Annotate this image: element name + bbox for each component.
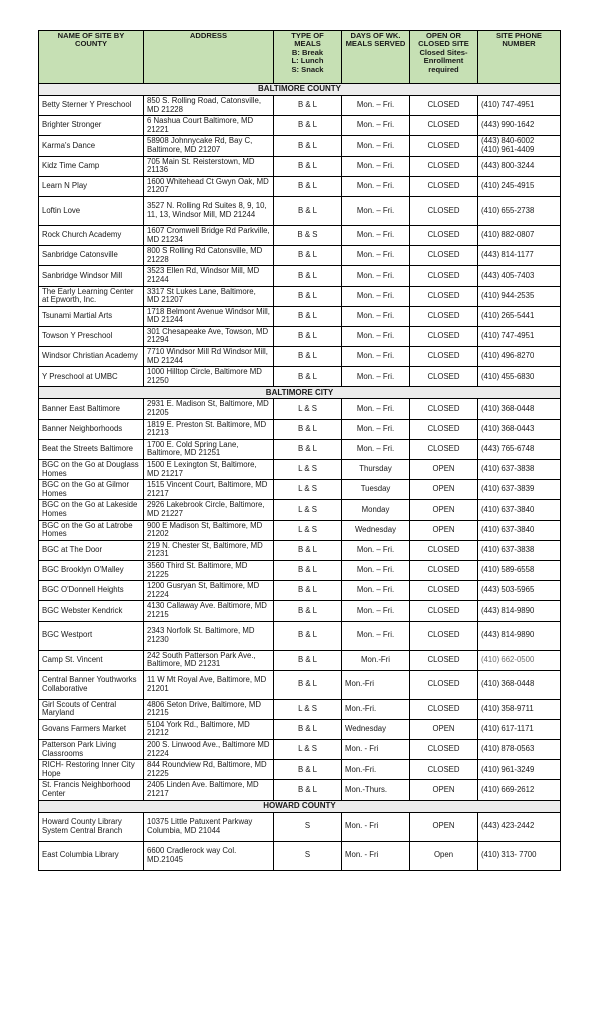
days-served-cell: Thursday xyxy=(342,460,410,480)
meal-type-cell: B & L xyxy=(274,670,342,699)
column-header-meals xyxy=(274,31,342,84)
address-cell: 2931 E. Madison St, Baltimore, MD 21205 xyxy=(144,399,274,419)
phone-number-cell: (443) 990-1642 xyxy=(478,116,561,136)
meal-type-cell: B & L xyxy=(274,719,342,739)
site-status-cell: CLOSED xyxy=(410,196,478,225)
site-name-cell: East Columbia Library xyxy=(39,841,144,870)
days-served-cell: Wednesday xyxy=(342,520,410,540)
site-name-cell: BGC Webster Kendrick xyxy=(39,601,144,621)
phone-number-cell: (410) 496-8270 xyxy=(478,347,561,367)
days-served-cell: Mon. – Fri. xyxy=(342,196,410,225)
meal-type-cell: B & L xyxy=(274,266,342,286)
address-cell: 2343 Norfolk St. Baltimore, MD 21230 xyxy=(144,621,274,650)
meal-type-cell: B & L xyxy=(274,650,342,670)
table-row xyxy=(39,347,561,367)
days-served-cell: Mon.-Fri. xyxy=(342,699,410,719)
address-cell: 6600 Cradlerock way Col. MD.21045 xyxy=(144,841,274,870)
address-cell: 7710 Windsor Mill Rd Windsor Mill, MD 21244 xyxy=(144,347,274,367)
days-served-cell: Wednesday xyxy=(342,719,410,739)
address-cell: 5104 York Rd., Baltimore, MD 21212 xyxy=(144,719,274,739)
section-title: BALTIMORE COUNTY xyxy=(39,84,561,96)
site-status-cell: CLOSED xyxy=(410,326,478,346)
phone-number-cell: (410) 368-0443 xyxy=(478,419,561,439)
site-status-cell: CLOSED xyxy=(410,560,478,580)
meal-type-cell: B & L xyxy=(274,367,342,387)
phone-number-cell: (410) 368-0448 xyxy=(478,670,561,699)
site-status-cell: CLOSED xyxy=(410,419,478,439)
days-served-cell: Mon. – Fri. xyxy=(342,286,410,306)
site-name-cell: Central Banner Youthworks Collaborative xyxy=(39,670,144,699)
days-served-cell: Mon. – Fri. xyxy=(342,540,410,560)
site-name-cell: Banner East Baltimore xyxy=(39,399,144,419)
table-row xyxy=(39,540,561,560)
site-name-cell: BGC on the Go at Gilmor Homes xyxy=(39,480,144,500)
meal-type-cell: L & S xyxy=(274,480,342,500)
address-cell: 3560 Third St. Baltimore, MD 21225 xyxy=(144,560,274,580)
site-name-cell: Rock Church Academy xyxy=(39,225,144,245)
table-row xyxy=(39,176,561,196)
phone-number-cell: (410) 669-2612 xyxy=(478,780,561,800)
phone-number-cell: (410) 637-3838 xyxy=(478,460,561,480)
phone-number-cell: (410) 878-0563 xyxy=(478,740,561,760)
site-name-cell: RICH- Restoring Inner City Hope xyxy=(39,760,144,780)
phone-number-cell: (443) 814-9890 xyxy=(478,601,561,621)
phone-number-cell: (443) 423-2442 xyxy=(478,812,561,841)
site-status-cell: CLOSED xyxy=(410,399,478,419)
phone-number-cell: (410) 655-2738 xyxy=(478,196,561,225)
site-status-cell: CLOSED xyxy=(410,286,478,306)
section-header-row xyxy=(39,387,561,399)
site-name-cell: Kidz Time Camp xyxy=(39,156,144,176)
section-header-row xyxy=(39,800,561,812)
days-served-cell: Mon. – Fri. xyxy=(342,266,410,286)
phone-number-cell: (410) 944-2535 xyxy=(478,286,561,306)
days-served-cell: Mon.-Fri xyxy=(342,650,410,670)
days-served-cell: Mon. – Fri. xyxy=(342,116,410,136)
site-name-cell: Howard County Library System Central Branch xyxy=(39,812,144,841)
meal-type-cell: B & L xyxy=(274,196,342,225)
site-name-cell: BGC on the Go at Latrobe Homes xyxy=(39,520,144,540)
site-status-cell: CLOSED xyxy=(410,306,478,326)
phone-number-cell: (410) 747-4951 xyxy=(478,326,561,346)
days-served-cell: Mon. - Fri xyxy=(342,740,410,760)
meal-sites-table-container xyxy=(38,30,560,871)
site-name-cell: BGC on the Go at Douglass Homes xyxy=(39,460,144,480)
column-header-address-label: ADDRESS xyxy=(189,31,228,40)
phone-number-cell: (443) 800-3244 xyxy=(478,156,561,176)
address-cell: 200 S. Linwood Ave., Baltimore MD 21224 xyxy=(144,740,274,760)
phone-number-cell: (410) 358-9711 xyxy=(478,699,561,719)
site-status-cell: CLOSED xyxy=(410,540,478,560)
days-served-cell: Mon.-Fri xyxy=(342,670,410,699)
site-status-cell: OPEN xyxy=(410,520,478,540)
site-status-cell: CLOSED xyxy=(410,699,478,719)
table-row xyxy=(39,719,561,739)
days-served-cell: Mon. – Fri. xyxy=(342,326,410,346)
days-served-cell: Mon. – Fri. xyxy=(342,176,410,196)
address-cell: 1819 E. Preston St. Baltimore, MD 21213 xyxy=(144,419,274,439)
days-served-cell: Mon. – Fri. xyxy=(342,399,410,419)
address-cell: 3523 Ellen Rd, Windsor Mill, MD 21244 xyxy=(144,266,274,286)
table-row xyxy=(39,156,561,176)
phone-number-cell: (410) 637-3838 xyxy=(478,540,561,560)
table-body xyxy=(39,84,561,871)
site-status-cell: OPEN xyxy=(410,500,478,520)
table-row xyxy=(39,326,561,346)
site-status-cell: CLOSED xyxy=(410,621,478,650)
table-row xyxy=(39,699,561,719)
days-served-cell: Mon. – Fri. xyxy=(342,560,410,580)
site-name-cell: Learn N Play xyxy=(39,176,144,196)
phone-number-cell: (410) 313- 7700 xyxy=(478,841,561,870)
days-served-cell: Mon.-Fri. xyxy=(342,760,410,780)
header-row xyxy=(39,31,561,84)
site-status-cell: OPEN xyxy=(410,719,478,739)
meal-type-cell: L & S xyxy=(274,500,342,520)
meal-type-cell: B & L xyxy=(274,156,342,176)
meal-sites-table xyxy=(38,30,561,871)
address-cell: 800 S Rolling Rd Catonsville, MD 21228 xyxy=(144,246,274,266)
site-name-cell: BGC on the Go at Lakeside Homes xyxy=(39,500,144,520)
address-cell: 3317 St Lukes Lane, Baltimore, MD 21207 xyxy=(144,286,274,306)
column-header-days xyxy=(342,31,410,84)
site-name-cell: Windsor Christian Academy xyxy=(39,347,144,367)
meal-type-cell: B & L xyxy=(274,136,342,156)
meal-type-cell: B & L xyxy=(274,780,342,800)
phone-number-cell: (410) 589-6558 xyxy=(478,560,561,580)
phone-number-cell: (443) 814-1177 xyxy=(478,246,561,266)
address-cell: 900 E Madison St, Baltimore, MD 21202 xyxy=(144,520,274,540)
table-row xyxy=(39,601,561,621)
days-served-cell: Mon. – Fri. xyxy=(342,96,410,116)
days-served-cell: Mon. – Fri. xyxy=(342,136,410,156)
meal-type-cell: B & L xyxy=(274,760,342,780)
table-row xyxy=(39,439,561,459)
site-name-cell: Beat the Streets Baltimore xyxy=(39,439,144,459)
meal-type-cell: B & L xyxy=(274,540,342,560)
phone-number-cell: (410) 662-0500 xyxy=(478,650,561,670)
table-row xyxy=(39,621,561,650)
column-header-status-label: OPEN OR CLOSED SITE Closed Sites-Enrollment required xyxy=(418,31,469,74)
address-cell: 1700 E. Cold Spring Lane, Baltimore, MD 21251 xyxy=(144,439,274,459)
address-cell: 301 Chesapeake Ave, Towson, MD 21294 xyxy=(144,326,274,346)
meal-type-cell: B & L xyxy=(274,419,342,439)
meal-type-cell: B & L xyxy=(274,116,342,136)
site-name-cell: Girl Scouts of Central Maryland xyxy=(39,699,144,719)
site-name-cell: Karma's Dance xyxy=(39,136,144,156)
column-header-address xyxy=(144,31,274,84)
phone-number-cell: (410) 961-3249 xyxy=(478,760,561,780)
address-cell: 1200 Gusryan St, Baltimore, MD 21224 xyxy=(144,581,274,601)
meal-type-cell: L & S xyxy=(274,520,342,540)
meal-type-cell: S xyxy=(274,812,342,841)
site-status-cell: CLOSED xyxy=(410,367,478,387)
days-served-cell: Mon. – Fri. xyxy=(342,347,410,367)
table-row xyxy=(39,780,561,800)
meal-type-cell: B & L xyxy=(274,326,342,346)
site-name-cell: Tsunami Martial Arts xyxy=(39,306,144,326)
address-cell: 2926 Lakebrook Circle, Baltimore, MD 21227 xyxy=(144,500,274,520)
table-row xyxy=(39,225,561,245)
phone-number-cell: (443) 405-7403 xyxy=(478,266,561,286)
site-status-cell: CLOSED xyxy=(410,650,478,670)
phone-number-cell: (410) 637-3839 xyxy=(478,480,561,500)
meal-type-cell: B & S xyxy=(274,225,342,245)
site-name-cell: St. Francis Neighborhood Center xyxy=(39,780,144,800)
site-name-cell: Sanbridge Catonsville xyxy=(39,246,144,266)
meal-type-cell: B & L xyxy=(274,581,342,601)
site-name-cell: Betty Sterner Y Preschool xyxy=(39,96,144,116)
address-cell: 4130 Callaway Ave. Baltimore, MD 21215 xyxy=(144,601,274,621)
address-cell: 1500 E Lexington St, Baltimore, MD 21217 xyxy=(144,460,274,480)
site-status-cell: CLOSED xyxy=(410,347,478,367)
phone-number-cell: (410) 882-0807 xyxy=(478,225,561,245)
days-served-cell: Mon. – Fri. xyxy=(342,225,410,245)
column-header-site xyxy=(39,31,144,84)
table-row xyxy=(39,740,561,760)
table-row xyxy=(39,500,561,520)
days-served-cell: Mon. – Fri. xyxy=(342,601,410,621)
days-served-cell: Mon. – Fri. xyxy=(342,439,410,459)
days-served-cell: Mon. – Fri. xyxy=(342,367,410,387)
phone-number-cell: (410) 245-4915 xyxy=(478,176,561,196)
phone-number-cell: (410) 637-3840 xyxy=(478,520,561,540)
column-header-status xyxy=(410,31,478,84)
phone-number-cell: (410) 747-4951 xyxy=(478,96,561,116)
table-row xyxy=(39,246,561,266)
site-name-cell: BGC Westport xyxy=(39,621,144,650)
site-name-cell: Govans Farmers Market xyxy=(39,719,144,739)
meal-type-cell: L & S xyxy=(274,740,342,760)
days-served-cell: Monday xyxy=(342,500,410,520)
table-row xyxy=(39,812,561,841)
column-header-days-label: DAYS OF WK. MEALS SERVED xyxy=(345,31,406,49)
site-status-cell: OPEN xyxy=(410,812,478,841)
days-served-cell: Mon. – Fri. xyxy=(342,246,410,266)
column-header-phone xyxy=(478,31,561,84)
site-name-cell: Loftin Love xyxy=(39,196,144,225)
table-row xyxy=(39,670,561,699)
table-row xyxy=(39,419,561,439)
site-status-cell: CLOSED xyxy=(410,740,478,760)
address-cell: 2405 Linden Ave. Baltimore, MD 21217 xyxy=(144,780,274,800)
phone-number-cell: (443) 765-6748 xyxy=(478,439,561,459)
address-cell: 844 Roundview Rd, Baltimore, MD 21225 xyxy=(144,760,274,780)
table-row xyxy=(39,581,561,601)
table-row xyxy=(39,841,561,870)
column-header-phone-label: SITE PHONE NUMBER xyxy=(496,31,542,49)
table-row xyxy=(39,460,561,480)
meal-type-cell: L & S xyxy=(274,460,342,480)
section-title: HOWARD COUNTY xyxy=(39,800,561,812)
site-status-cell: CLOSED xyxy=(410,601,478,621)
site-status-cell: Open xyxy=(410,841,478,870)
site-status-cell: CLOSED xyxy=(410,670,478,699)
address-cell: 58908 Johnnycake Rd, Bay C, Baltimore, MD 21207 xyxy=(144,136,274,156)
site-name-cell: Banner Neighborhoods xyxy=(39,419,144,439)
table-row xyxy=(39,96,561,116)
address-cell: 1607 Cromwell Bridge Rd Parkville, MD 21234 xyxy=(144,225,274,245)
site-status-cell: CLOSED xyxy=(410,156,478,176)
site-status-cell: CLOSED xyxy=(410,246,478,266)
table-row xyxy=(39,136,561,156)
table-row xyxy=(39,480,561,500)
site-name-cell: The Early Learning Center at Epworth, Inc. xyxy=(39,286,144,306)
meal-type-cell: L & S xyxy=(274,399,342,419)
address-cell: 1718 Belmont Avenue Windsor Mill, MD 21244 xyxy=(144,306,274,326)
table-row xyxy=(39,760,561,780)
phone-number-cell: (443) 503-5965 xyxy=(478,581,561,601)
meal-type-cell: B & L xyxy=(274,560,342,580)
site-status-cell: CLOSED xyxy=(410,136,478,156)
meal-type-cell: B & L xyxy=(274,96,342,116)
site-name-cell: BGC at The Door xyxy=(39,540,144,560)
table-row xyxy=(39,520,561,540)
meal-type-cell: B & L xyxy=(274,601,342,621)
meal-type-cell: B & L xyxy=(274,246,342,266)
column-header-meals-label: TYPE OF MEALS B: Break L: Lunch S: Snack xyxy=(291,31,324,74)
phone-number-cell: (410) 617-1171 xyxy=(478,719,561,739)
address-cell: 11 W Mt Royal Ave, Baltimore, MD 21201 xyxy=(144,670,274,699)
table-row xyxy=(39,306,561,326)
table-row xyxy=(39,286,561,306)
address-cell: 219 N. Chester St, Baltimore, MD 21231 xyxy=(144,540,274,560)
phone-number-cell: (410) 368-0448 xyxy=(478,399,561,419)
meal-type-cell: B & L xyxy=(274,439,342,459)
days-served-cell: Mon. – Fri. xyxy=(342,419,410,439)
address-cell: 242 South Patterson Park Ave., Baltimore, MD 21231 xyxy=(144,650,274,670)
phone-number-cell: (410) 265-5441 xyxy=(478,306,561,326)
column-header-site-label: NAME OF SITE BY COUNTY xyxy=(57,31,125,49)
site-status-cell: CLOSED xyxy=(410,581,478,601)
meal-type-cell: L & S xyxy=(274,699,342,719)
days-served-cell: Mon. - Fri xyxy=(342,841,410,870)
phone-number-cell: (443) 840-6002 (410) 961-4409 xyxy=(478,136,561,156)
site-name-cell: Camp St. Vincent xyxy=(39,650,144,670)
site-name-cell: Y Preschool at UMBC xyxy=(39,367,144,387)
days-served-cell: Mon. – Fri. xyxy=(342,621,410,650)
site-status-cell: OPEN xyxy=(410,480,478,500)
meal-type-cell: B & L xyxy=(274,306,342,326)
address-cell: 3527 N. Rolling Rd Suites 8, 9, 10, 11, 13, Windsor Mill, MD 21244 xyxy=(144,196,274,225)
site-status-cell: CLOSED xyxy=(410,116,478,136)
table-row xyxy=(39,650,561,670)
table-row xyxy=(39,399,561,419)
table-row xyxy=(39,367,561,387)
site-status-cell: OPEN xyxy=(410,460,478,480)
meal-type-cell: B & L xyxy=(274,347,342,367)
meal-type-cell: B & L xyxy=(274,286,342,306)
site-name-cell: Brighter Stronger xyxy=(39,116,144,136)
meal-type-cell: S xyxy=(274,841,342,870)
days-served-cell: Mon. – Fri. xyxy=(342,156,410,176)
address-cell: 10375 Little Patuxent Parkway Columbia, MD 21044 xyxy=(144,812,274,841)
site-name-cell: Patterson Park Living Classrooms xyxy=(39,740,144,760)
site-status-cell: OPEN xyxy=(410,780,478,800)
site-status-cell: CLOSED xyxy=(410,439,478,459)
meal-type-cell: B & L xyxy=(274,176,342,196)
site-name-cell: Sanbridge Windsor Mill xyxy=(39,266,144,286)
days-served-cell: Mon.-Thurs. xyxy=(342,780,410,800)
site-name-cell: BGC O'Donnell Heights xyxy=(39,581,144,601)
section-title: BALTIMORE CITY xyxy=(39,387,561,399)
phone-number-cell: (410) 637-3840 xyxy=(478,500,561,520)
days-served-cell: Mon. - Fri xyxy=(342,812,410,841)
site-status-cell: CLOSED xyxy=(410,760,478,780)
address-cell: 4806 Seton Drive, Baltimore, MD 21215 xyxy=(144,699,274,719)
section-header-row xyxy=(39,84,561,96)
days-served-cell: Tuesday xyxy=(342,480,410,500)
table-row xyxy=(39,560,561,580)
address-cell: 6 Nashua Court Baltimore, MD 21221 xyxy=(144,116,274,136)
site-name-cell: BGC Brooklyn O'Malley xyxy=(39,560,144,580)
site-status-cell: CLOSED xyxy=(410,96,478,116)
phone-number-cell: (443) 814-9890 xyxy=(478,621,561,650)
address-cell: 705 Main St. Reisterstown, MD 21136 xyxy=(144,156,274,176)
address-cell: 1515 Vincent Court, Baltimore, MD 21217 xyxy=(144,480,274,500)
phone-number-cell: (410) 455-6830 xyxy=(478,367,561,387)
site-name-cell: Towson Y Preschool xyxy=(39,326,144,346)
days-served-cell: Mon. – Fri. xyxy=(342,306,410,326)
meal-type-cell: B & L xyxy=(274,621,342,650)
table-row xyxy=(39,196,561,225)
address-cell: 1600 Whitehead Ct Gwyn Oak, MD 21207 xyxy=(144,176,274,196)
days-served-cell: Mon. – Fri. xyxy=(342,581,410,601)
address-cell: 850 S. Rolling Road, Catonsville, MD 21228 xyxy=(144,96,274,116)
table-row xyxy=(39,116,561,136)
address-cell: 1000 Hilltop Circle, Baltimore MD 21250 xyxy=(144,367,274,387)
site-status-cell: CLOSED xyxy=(410,225,478,245)
site-status-cell: CLOSED xyxy=(410,176,478,196)
table-row xyxy=(39,266,561,286)
site-status-cell: CLOSED xyxy=(410,266,478,286)
